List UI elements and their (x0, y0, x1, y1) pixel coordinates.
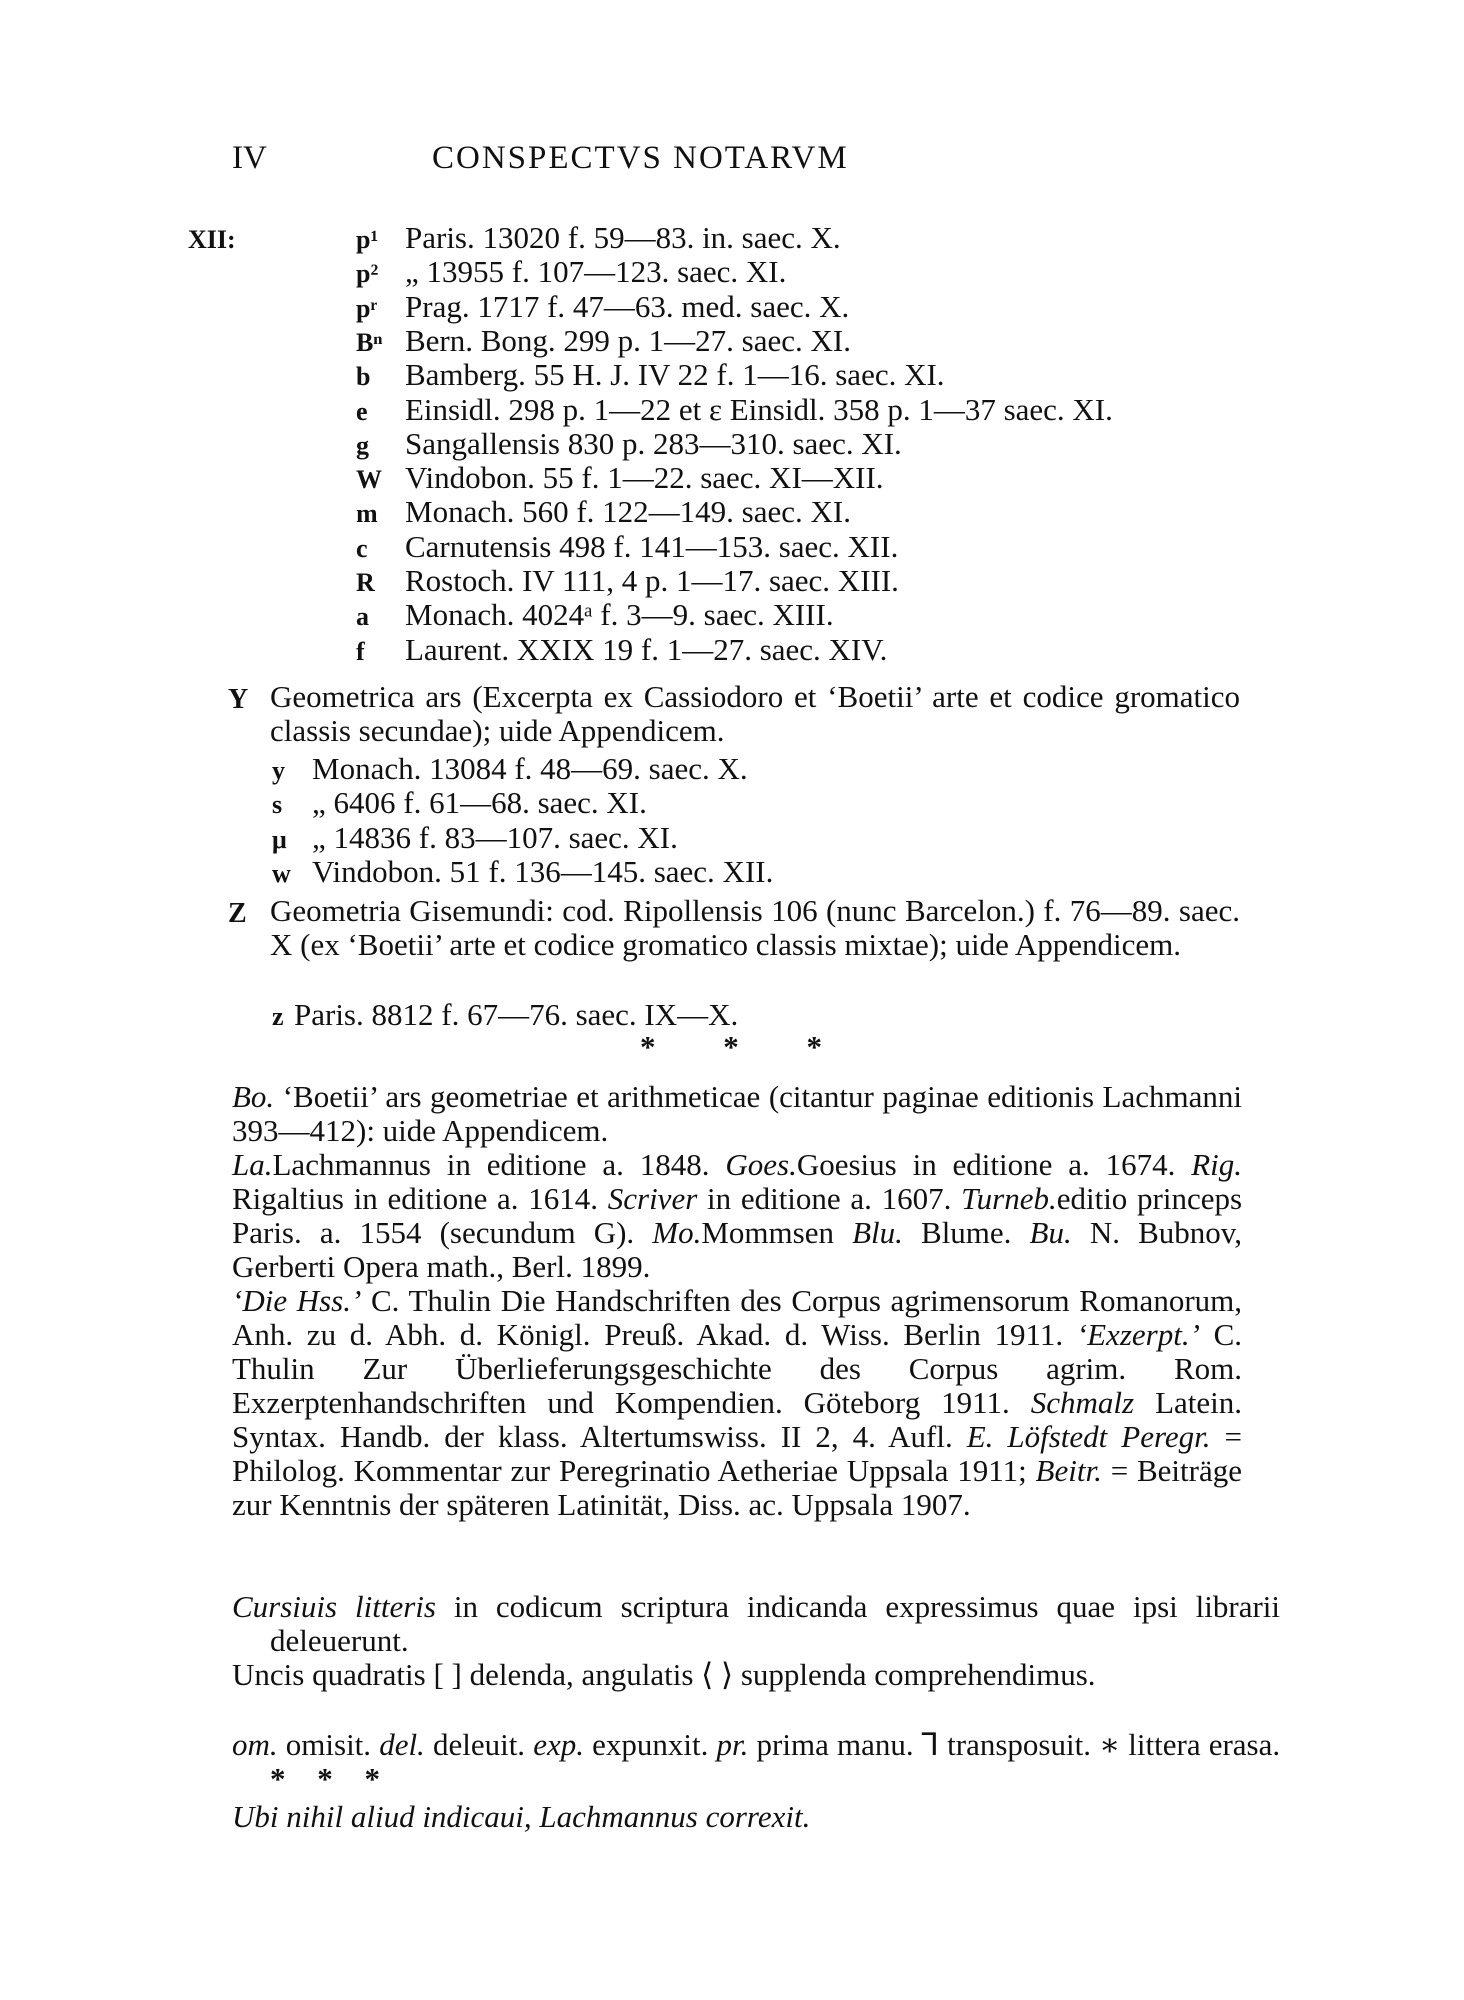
manuscript-text: Bern. Bong. 299 p. 1—27. saec. XI. (405, 322, 851, 358)
note-text: prima manu. (756, 1727, 914, 1762)
manuscript-siglum: a (356, 602, 369, 632)
manuscript-siglum: b (356, 362, 371, 392)
manuscript-text: „ 13955 f. 107—123. saec. XI. (405, 254, 787, 290)
note-abbreviations (232, 1728, 1280, 1796)
edition-text: Rigaltius in editione a. 1614. (232, 1181, 599, 1216)
edition-abbr: Turneb. (961, 1181, 1057, 1216)
edition-text: N. Bubnov, Gerberti Opera math., Berl. 1899. (232, 1215, 1243, 1284)
separator-asterisks: * * * (640, 1029, 852, 1064)
edition-abbr: La. (232, 1147, 273, 1182)
edition-abbr: Scriver (607, 1181, 698, 1216)
note-text: ∗ littera erasa. (1099, 1727, 1281, 1762)
lit-abbr: E. Löfstedt Peregr. (966, 1419, 1211, 1454)
manuscript-text: Monach. 4024ᵃ f. 3—9. saec. XIII. (405, 597, 834, 633)
lit-text: = Philolog. Kommentar zur Peregrinatio Aetheriae Uppsala 1911; (232, 1419, 1243, 1488)
group-x-label: XII: (188, 225, 236, 254)
edition-text: editio princeps Paris. a. 1554 (secundum G). (232, 1181, 1243, 1250)
manuscript-text: Monach. 560 f. 122—149. saec. XI. (405, 494, 851, 530)
lit-abbr: ‘Exzerpt.’ (1076, 1317, 1200, 1352)
edition-abbr: Mo. (652, 1215, 702, 1250)
page-number: IV (232, 140, 267, 176)
bo-entry (232, 1080, 1242, 1148)
lit-abbr: ‘Die Hss.’ (232, 1283, 362, 1318)
edition-text: Blume. (921, 1215, 1012, 1250)
manuscript-text: Paris. 13020 f. 59—83. in. saec. X. (405, 220, 841, 255)
page-header (232, 140, 1232, 180)
manuscript-siglum: Bⁿ (356, 327, 383, 357)
manuscript-siglum: R (356, 568, 375, 597)
edition-text: Lachmannus in editione a. 1848. (272, 1147, 710, 1182)
note-final: Ubi nihil aliud indicaui, Lachmannus correxit. (232, 1799, 811, 1834)
manuscript-siglum: p¹ (356, 225, 379, 254)
note-abbr: pr. (716, 1727, 749, 1762)
manuscript-siglum: μ (272, 824, 287, 854)
edition-abbr: Rig. (1191, 1147, 1243, 1182)
manuscript-siglum: g (356, 430, 369, 460)
note-separator: * * * (270, 1761, 392, 1796)
manuscript-siglum: c (356, 533, 368, 563)
group-z-description: Geometria Gisemundi: cod. Ripollensis 106 (nunc Barcelon.) f. 76—89. saec. X (ex ‘Boetii’ arte et codice gromatico classis mixtae); uide Appendicem. (270, 893, 1240, 962)
edition-abbr: Blu. (852, 1215, 903, 1250)
bo-abbr: Bo. (232, 1079, 275, 1114)
manuscript-text: Paris. 8812 f. 67—76. saec. IX—X. (294, 997, 739, 1032)
manuscript-siglum: w (272, 858, 291, 888)
note-abbr: Cursiuis litteris (232, 1589, 436, 1624)
bo-text: ‘Boetii’ ars geometriae et arithmeticae (citantur paginae editionis Lachmanni 393—412): uide Appendicem. (232, 1079, 1243, 1148)
literature-block (232, 1284, 1242, 1522)
manuscript-siglum: W (356, 465, 382, 495)
edition-abbr: Goes. (725, 1147, 797, 1182)
page-title: CONSPECTVS NOTARVM (432, 140, 849, 176)
note-text: deleuit. (432, 1727, 526, 1762)
manuscript-text: Sangallensis 830 p. 283—310. saec. XI. (405, 425, 902, 461)
note-cursiuis (232, 1590, 1280, 1658)
note-abbr: om. (232, 1727, 278, 1762)
manuscript-text: Rostoch. IV 111, 4 p. 1—17. saec. XIII. (405, 563, 899, 598)
lit-abbr: Beitr. (1035, 1453, 1102, 1488)
note-text: ⅂ transposuit. (921, 1727, 1091, 1762)
note-text: in codicum scriptura indicanda expressimus quae ipsi librarii deleuerunt. (270, 1589, 1281, 1658)
manuscript-text: „ 14836 f. 83—107. saec. XI. (312, 819, 678, 855)
note-uncis: Uncis quadratis [ ] delenda, angulatis ⟨ ⟩ supplenda comprehendimus. (232, 1657, 1096, 1692)
manuscript-siglum: p² (356, 259, 379, 289)
manuscript-siglum: e (356, 396, 368, 426)
manuscript-text: Prag. 1717 f. 47—63. med. saec. X. (405, 288, 850, 324)
manuscript-siglum: y (272, 756, 285, 785)
manuscript-siglum: f (356, 636, 365, 666)
note-abbr: del. (379, 1727, 425, 1762)
editions-block (232, 1148, 1242, 1284)
group-y-label: Y (228, 684, 249, 715)
manuscript-siglum: m (356, 499, 378, 529)
note-text: omisit. (285, 1727, 372, 1762)
manuscript-text: Vindobon. 55 f. 1—22. saec. XI—XII. (405, 460, 884, 496)
edition-text: Goesius in editione a. 1674. (796, 1147, 1176, 1182)
manuscript-text: Laurent. XXIX 19 f. 1—27. saec. XIV. (405, 631, 888, 667)
lit-text: C. Thulin Zur Überlieferungsgeschichte des Corpus agrim. Rom. Exzerptenhandschriften und Kompendien. Göteborg 1911. (232, 1317, 1242, 1420)
manuscript-text: „ 6406 f. 61—68. saec. XI. (312, 785, 647, 821)
manuscript-text: Einsidl. 298 p. 1—22 et ε Einsidl. 358 p. 1—37 saec. XI. (405, 391, 1113, 427)
manuscript-text: Monach. 13084 f. 48—69. saec. X. (312, 751, 748, 786)
manuscript-text: Bamberg. 55 H. J. IV 22 f. 1—16. saec. XI. (405, 357, 945, 393)
manuscript-siglum: z (272, 1002, 284, 1031)
edition-text: in editione a. 1607. (707, 1181, 952, 1216)
manuscript-text: Carnutensis 498 f. 141—153. saec. XII. (405, 528, 899, 564)
note-abbr: exp. (533, 1727, 584, 1762)
edition-abbr: Bu. (1029, 1215, 1072, 1250)
manuscript-siglum: pʳ (356, 293, 378, 323)
lit-text: Latein. Syntax. Handb. der klass. Altertumswiss. II 2, 4. Aufl. (232, 1385, 1243, 1454)
group-z-label: Z (228, 898, 247, 929)
edition-text: Mommsen (701, 1215, 834, 1250)
lit-text: = Beiträge zur Kenntnis der späteren Latinität, Diss. ac. Uppsala 1907. (232, 1453, 1242, 1522)
manuscript-text: Vindobon. 51 f. 136—145. saec. XII. (312, 853, 774, 889)
group-y-description: Geometrica ars (Excerpta ex Cassiodoro et ‘Boetii’ arte et codice gromatico classis secundae); uide Appendicem. (270, 679, 1240, 748)
lit-abbr: Schmalz (1030, 1385, 1135, 1420)
lit-text: C. Thulin Die Handschriften des Corpus agrimensorum Romanorum, Anh. zu d. Abh. d. Königl. Preuß. Akad. d. Wiss. Berlin 1911. (232, 1283, 1243, 1352)
note-text: expunxit. (592, 1727, 709, 1762)
manuscript-siglum: s (272, 790, 283, 820)
